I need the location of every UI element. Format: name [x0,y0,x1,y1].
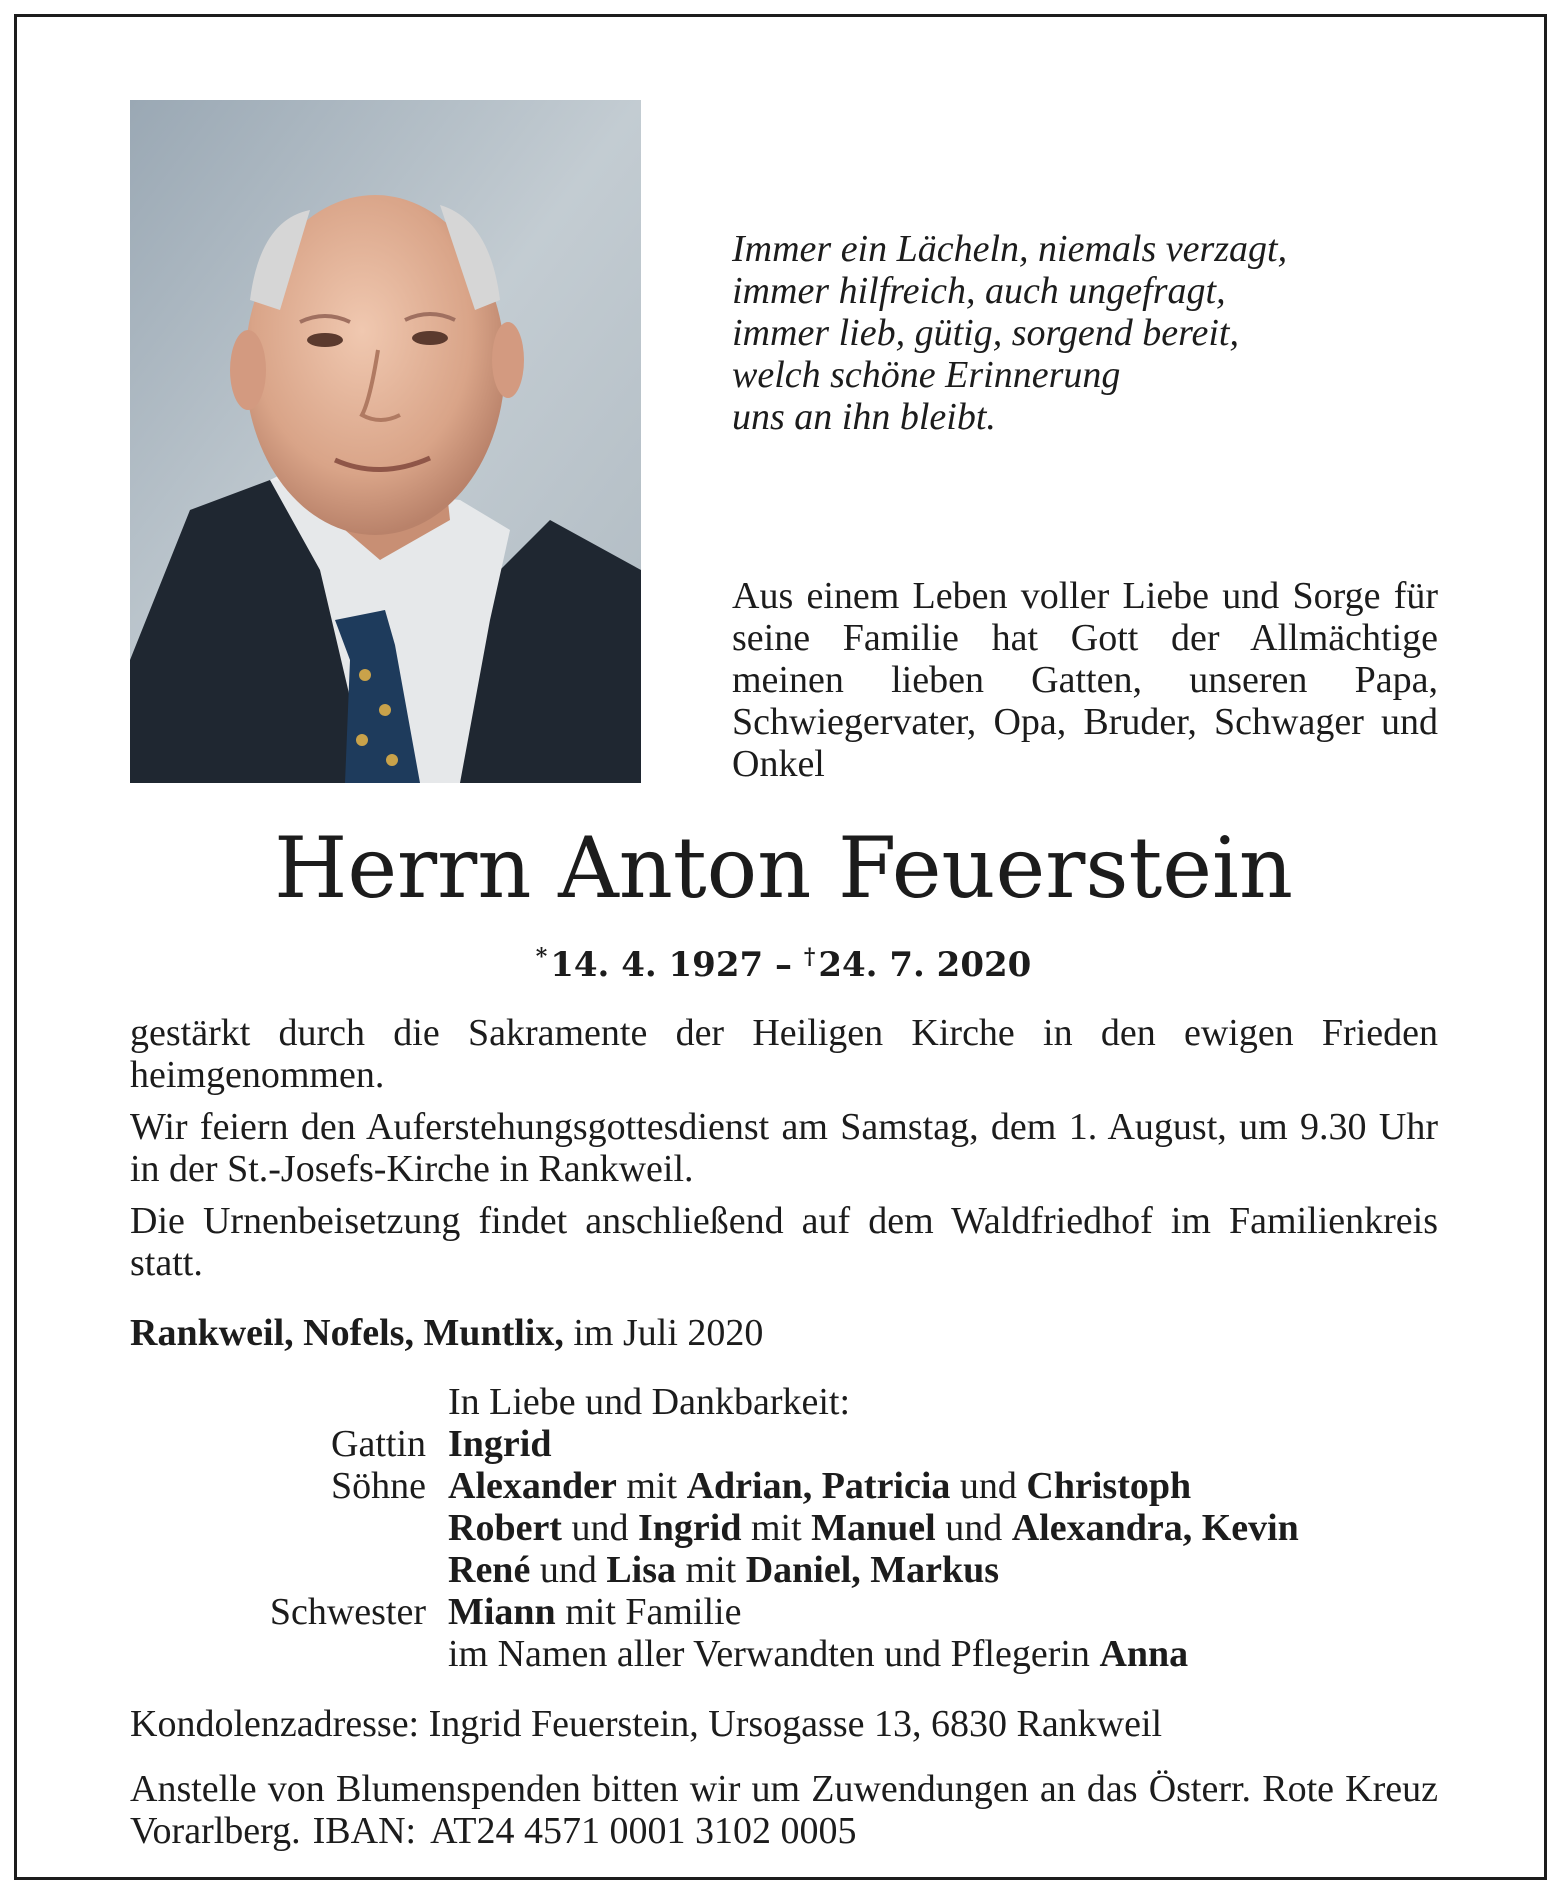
family-heading: In Liebe und Dankbarkeit: [448,1381,851,1423]
memorial-poem [732,228,1287,438]
wife-label: Gattin [331,1423,426,1465]
wife-name: Ingrid [448,1423,552,1465]
donation-text: Anstelle von Blumenspenden bitten wir um Zuwendungen an das Österr. Rote Kreuz Vorarlberg. [130,1768,1438,1852]
intro-paragraph: Aus einem Leben voller Liebe und Sorge für seine Familie hat Gott der Allmächtige meinen lieben Gatten, unseren Papa, Schwiegervater, Opa, Bruder, Schwager und Onkel [732,575,1438,785]
iban-label: IBAN: [312,1810,417,1852]
poem-line: uns an ihn bleibt. [732,396,996,438]
poem-line: Immer ein Lächeln, niemals verzagt, [732,228,1288,270]
body-paragraph: gestärkt durch die Sakramente der Heiligen Kirche in den ewigen Frieden heimgenommen. [130,1012,1438,1096]
poem-line: immer hilfreich, auch ungefragt, [732,270,1226,312]
poem-line: welch schöne Erinnerung [732,354,1121,396]
caretaker-name: Anna [1099,1633,1189,1675]
death-symbol: † [803,944,816,970]
son-row: Robert und Ingrid mit Manuel und Alexandra, Kevin [448,1507,1299,1549]
iban-number: AT24 4571 0001 3102 0005 [430,1810,857,1852]
son-row: René und Lisa mit Daniel, Markus [448,1549,1000,1591]
family-list: In Liebe und Dankbarkeit: Gattin Ingrid Söhne Alexander mit Adrian, Patricia und Christoph Robert und Ingrid mit Manuel und Alexandra, Kevin René und Lisa mit Daniel, Markus Schwester Miann mit Familie im Namen aller Verwandten und Pflegerin Anna [130,1381,1299,1675]
relatives-text: im Namen aller Verwandten und Pflegerin [448,1633,1090,1675]
burial-paragraph: Die Urnenbeisetzung findet anschließend auf dem Waldfriedhof im Familienkreis statt. [130,1200,1438,1284]
death-date: 24. 7. 2020 [818,945,1032,985]
portrait-photo [130,100,641,783]
date-separator: – [775,945,792,985]
place-names: Rankweil, Nofels, Muntlix, [130,1312,564,1354]
deceased-name: Herrn Anton Feuerstein [274,819,1293,917]
condolence-address: Kondolenzadresse: Ingrid Feuerstein, Ursogasse 13, 6830 Rankweil [130,1703,1163,1745]
service-paragraph: Wir feiern den Auferstehungsgottesdienst am Samstag, dem 1. August, um 9.30 Uhr in der St.-Josefs-Kirche in Rankweil. [130,1106,1438,1190]
birth-symbol: * [535,944,548,970]
sister-name: Miann [448,1591,556,1633]
donation-note [130,1768,1438,1852]
sons-label: Söhne [331,1465,426,1507]
place-and-date [130,1312,763,1354]
life-dates [0,935,1567,987]
poem-line: immer lieb, gütig, sorgend bereit, [732,312,1239,354]
sister-label: Schwester [269,1591,426,1633]
notice-date: im Juli 2020 [573,1312,764,1354]
birth-date: 14. 4. 1927 [550,945,764,985]
son-row: Alexander mit Adrian, Patricia und Christoph [448,1465,1192,1507]
announcement-body [130,1012,1438,1294]
